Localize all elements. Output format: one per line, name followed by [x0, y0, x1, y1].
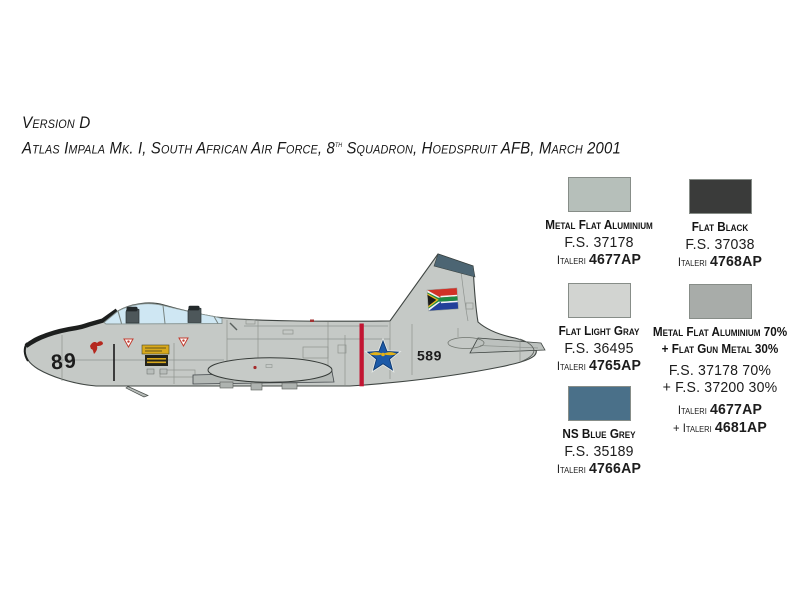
- paint-swatch-block-ns-blue-grey: [514, 386, 684, 478]
- fs-code: F.S. 36495: [564, 339, 634, 357]
- beacon-light: [310, 320, 314, 323]
- brand-label: + Italeri: [673, 421, 712, 435]
- fs-code-line2: + F.S. 37200 30%: [662, 379, 778, 396]
- subtitle-ordinal: th: [334, 139, 343, 149]
- code-value: 4681AP: [714, 419, 767, 436]
- seat-headrest-rear: [189, 306, 200, 311]
- star-center-dot: [381, 353, 385, 357]
- paint-name: Flat Black: [691, 219, 749, 234]
- color-swatch: [568, 386, 631, 421]
- tank-marking-dot: [253, 366, 256, 369]
- color-swatch: [568, 177, 631, 212]
- version-label: Version D: [22, 113, 91, 132]
- brand-label: Italeri: [556, 358, 586, 373]
- rescue-panel-black: [145, 355, 168, 366]
- tail-number: 589: [417, 347, 442, 364]
- code-value: 4766AP: [588, 459, 642, 477]
- paint-name-line1: Metal Flat Aluminium 70%: [652, 324, 788, 339]
- color-swatch: [568, 283, 631, 318]
- fs-code: F.S. 37178: [564, 233, 634, 251]
- seat-headrest-front: [127, 307, 138, 312]
- panel-stripe: [147, 362, 166, 364]
- canopy: [104, 304, 222, 324]
- paint-code-line: [519, 460, 679, 478]
- code-value: 4768AP: [709, 252, 763, 270]
- header: [22, 112, 687, 160]
- brand-label: Italeri: [677, 254, 707, 269]
- warning-dot: [127, 340, 129, 342]
- code-value: 4765AP: [588, 356, 642, 374]
- code-value: 4677AP: [709, 401, 763, 418]
- paint-name: Metal Flat Aluminium: [545, 217, 653, 232]
- ventral-strake: [126, 387, 148, 398]
- color-swatch: [689, 179, 752, 214]
- red-fuselage-band: [360, 324, 364, 387]
- subtitle-prefix: Atlas Impala Mk. I, South African Air Force, 8: [22, 139, 335, 158]
- fs-code: F.S. 35189: [564, 442, 634, 460]
- brand-label: Italeri: [677, 403, 707, 417]
- paint-name: Flat Light Gray: [558, 323, 640, 338]
- paint-swatch-block-flat-black: [631, 179, 800, 271]
- aircraft-profile-illustration: [14, 243, 548, 413]
- paint-name-line2: + Flat Gun Metal 30%: [661, 340, 779, 356]
- fs-code-line1: F.S. 37178 70%: [668, 362, 772, 379]
- warning-dot: [182, 339, 184, 341]
- subtitle-suffix: Squadron, Hoedspruit AFB, March 2001: [342, 139, 621, 158]
- fs-code: F.S. 37038: [685, 235, 755, 253]
- rescue-panel-yellow: [142, 345, 169, 354]
- nose-number: 89: [50, 349, 79, 375]
- south-african-flag-icon: [427, 288, 458, 311]
- pylon: [251, 383, 262, 390]
- pylon: [282, 383, 297, 389]
- code-value: 4677AP: [588, 250, 642, 268]
- brand-label: Italeri: [556, 252, 586, 267]
- pylon: [220, 382, 233, 388]
- wingtip-fuel-tank: [208, 358, 332, 382]
- small-hatch: [160, 369, 167, 374]
- panel-stripe: [147, 358, 166, 360]
- scheme-subtitle: [22, 134, 621, 160]
- paint-name: NS Blue Grey: [562, 426, 636, 441]
- small-hatch: [147, 369, 154, 374]
- paint-code-line: [636, 253, 800, 271]
- brand-label: Italeri: [556, 461, 586, 476]
- color-swatch: [689, 284, 752, 319]
